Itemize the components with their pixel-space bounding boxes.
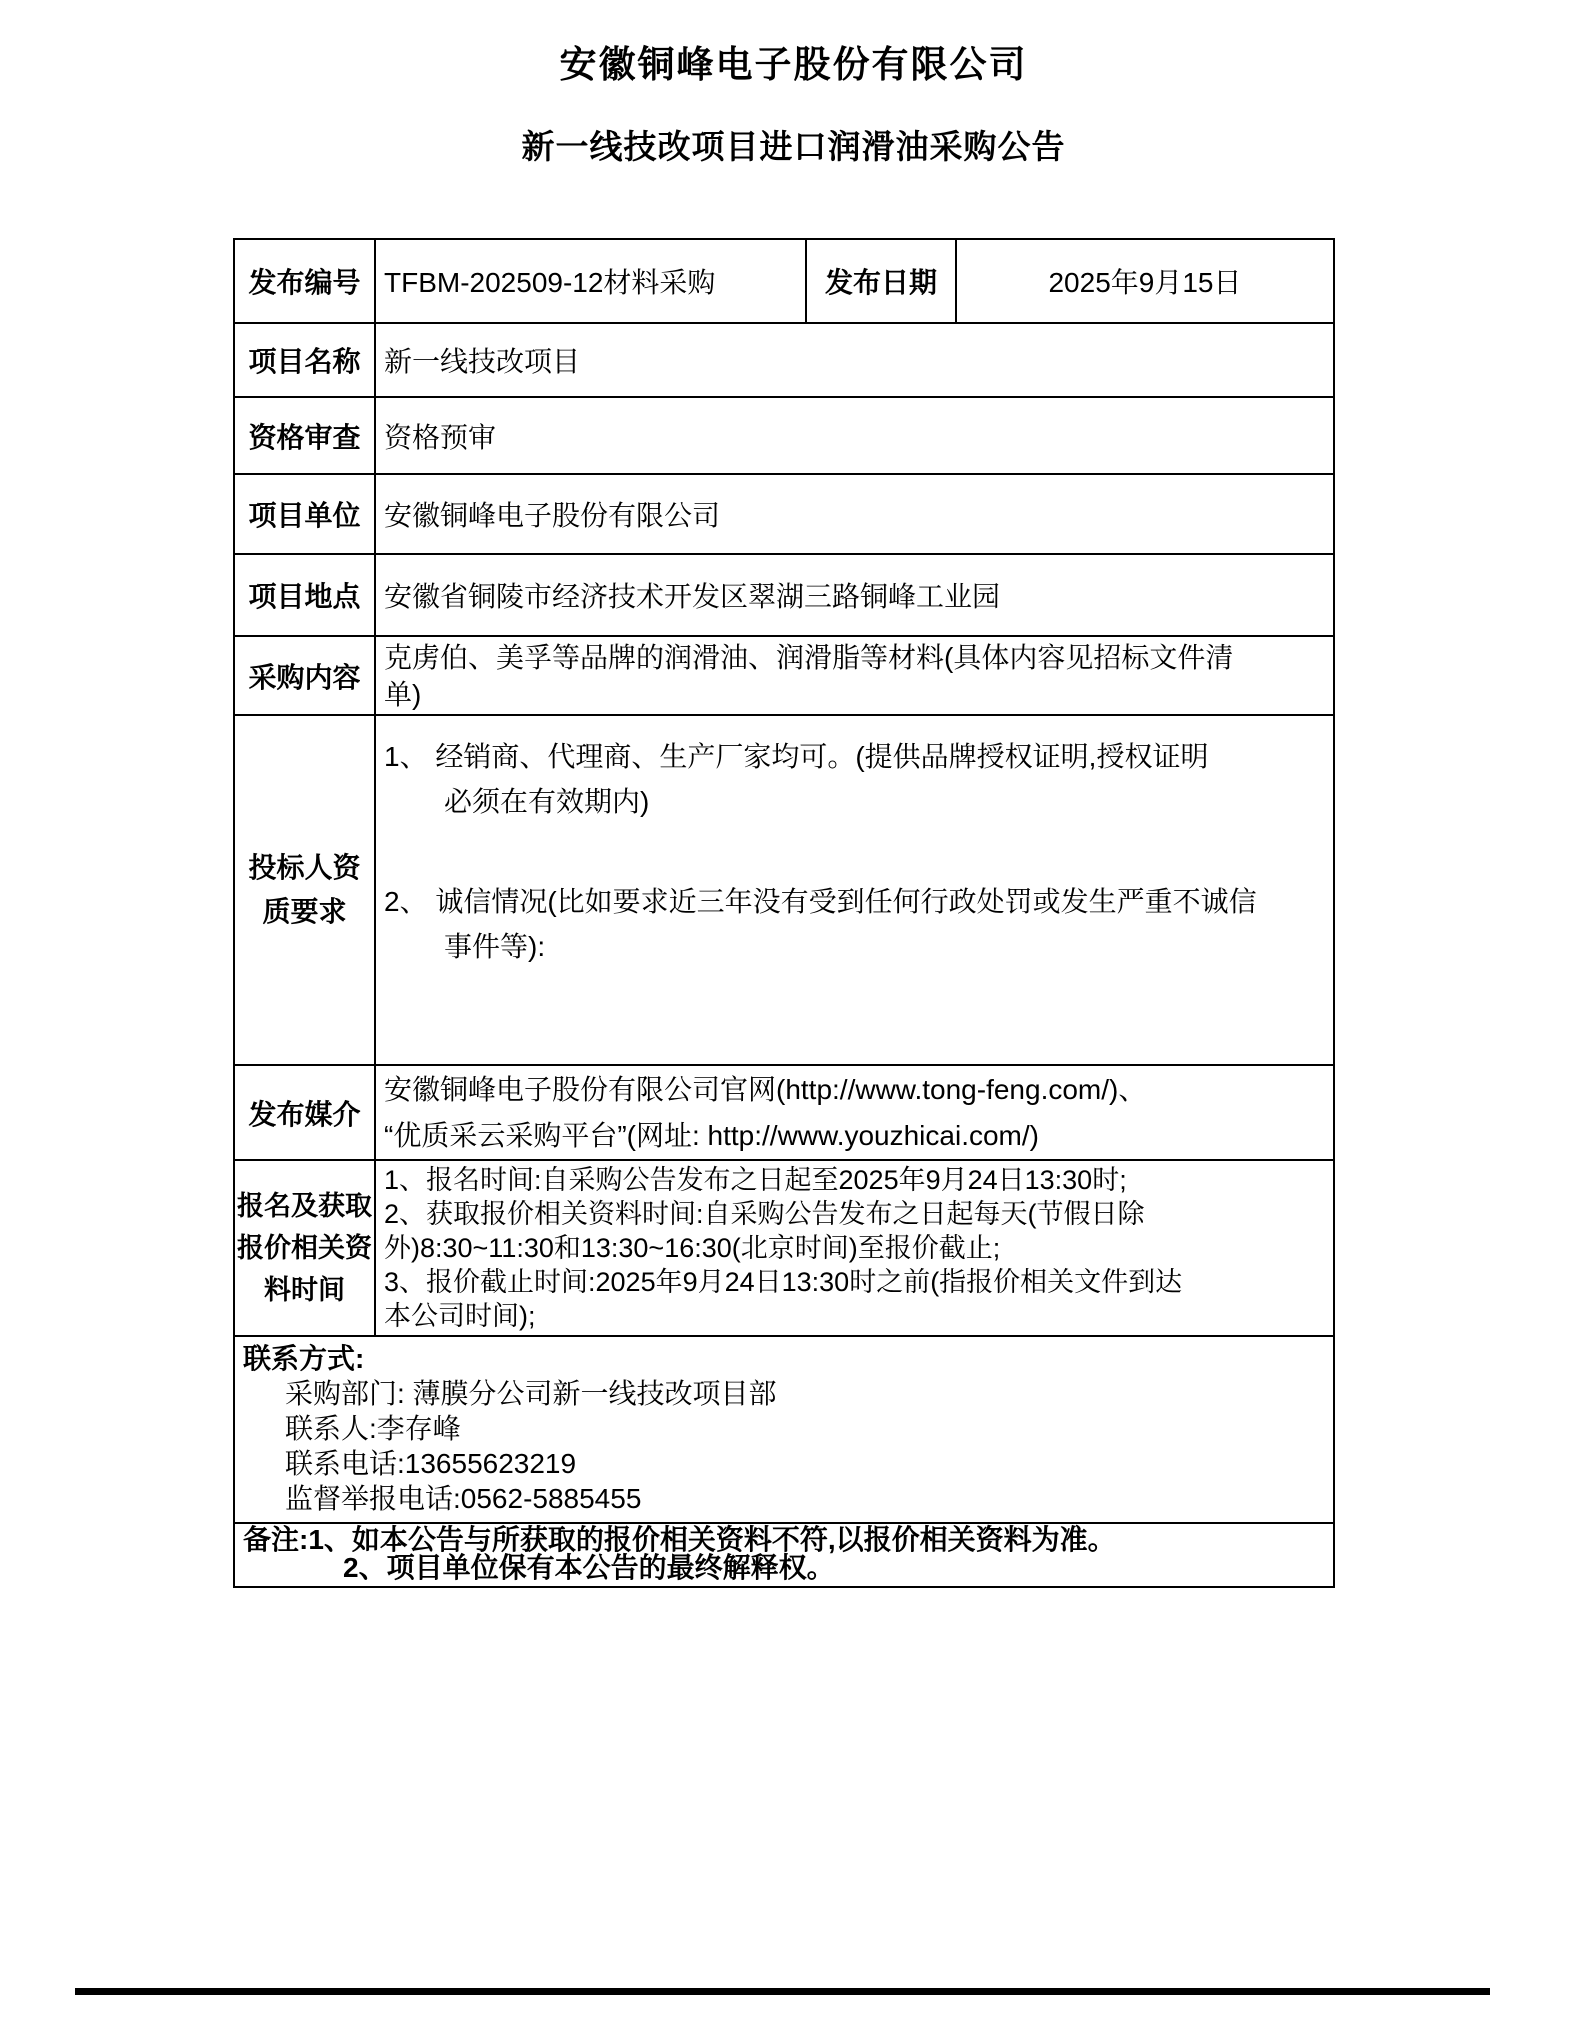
schedule-line-4: 3、报价截止时间:2025年9月24日13:30时之前(指报价相关文件到达 <box>384 1267 1183 1297</box>
table-row <box>234 323 1334 397</box>
bidder-qualification-value <box>375 715 1334 1065</box>
project-name-value: 新一线技改项目 <box>375 323 1334 397</box>
schedule-label <box>234 1160 375 1336</box>
media-line-2: “优质采云采购平台”(网址: http://www.youzhicai.com/) <box>384 1119 1039 1151</box>
release-date-label: 发布日期 <box>806 239 956 323</box>
release-no-value: TFBM-202509-12材料采购 <box>375 239 806 323</box>
bidder-label-line-1: 投标人资 <box>248 852 361 883</box>
release-no-label: 发布编号 <box>234 239 375 323</box>
project-name-label: 项目名称 <box>234 323 375 397</box>
contact-person: 联系人:李存峰 <box>285 1413 461 1444</box>
bidder-item-1 <box>384 734 1325 824</box>
remark-line-1: 备注:1、如本公告与所获取的报价相关资料不符,以报价相关资料为准。 <box>243 1524 1116 1555</box>
qualification-review-value: 资格预审 <box>375 397 1334 474</box>
schedule-line-1: 1、报名时间:自采购公告发布之日起至2025年9月24日13:30时; <box>384 1165 1127 1195</box>
remark-cell <box>234 1523 1334 1587</box>
table-row <box>234 1160 1334 1336</box>
contact-phone: 联系电话:13655623219 <box>285 1448 577 1479</box>
project-unit-value: 安徽铜峰电子股份有限公司 <box>375 474 1334 554</box>
table-row <box>234 1336 1334 1523</box>
announcement-title: 新一线技改项目进口润滑油采购公告 <box>521 128 1066 165</box>
company-title: 安徽铜峰电子股份有限公司 <box>559 44 1028 85</box>
bidder-item2-line-2: 事件等): <box>444 931 546 962</box>
table-row <box>234 554 1334 636</box>
footer-rule <box>75 1988 1490 1995</box>
schedule-line-5: 本公司时间); <box>384 1301 536 1331</box>
bidder-qualification-label <box>234 715 375 1065</box>
schedule-line-3: 外)8:30~11:30和13:30~16:30(北京时间)至报价截止; <box>384 1233 1001 1263</box>
procurement-value <box>375 636 1334 715</box>
contact-department: 采购部门: 薄膜分公司新一线技改项目部 <box>285 1378 777 1409</box>
schedule-label-line-1: 报名及获取 <box>237 1191 372 1221</box>
bidder-label-line-2: 质要求 <box>262 896 347 927</box>
table-row <box>234 1523 1334 1587</box>
bidder-item-2 <box>384 879 1325 969</box>
release-date-value: 2025年9月15日 <box>956 239 1334 323</box>
schedule-line-2: 2、获取报价相关资料时间:自采购公告发布之日起每天(节假日除 <box>384 1199 1145 1229</box>
table-row <box>234 474 1334 554</box>
table-row <box>234 239 1334 323</box>
media-value <box>375 1065 1334 1160</box>
procurement-line-2: 单) <box>384 678 422 710</box>
table-row <box>234 1065 1334 1160</box>
media-line-1: 安徽铜峰电子股份有限公司官网(http://www.tong-feng.com/)、 <box>384 1073 1147 1105</box>
bidder-item1-line-1: 1、 经销商、代理商、生产厂家均可。(提供品牌授权证明,授权证明 <box>384 741 1209 772</box>
contact-heading: 联系方式: <box>243 1343 365 1374</box>
bidder-item2-line-1: 2、 诚信情况(比如要求近三年没有受到任何行政处罚或发生严重不诚信 <box>384 886 1257 917</box>
remark-line-2: 2、项目单位保有本公告的最终解释权。 <box>343 1552 835 1583</box>
contact-supervision-phone: 监督举报电话:0562-5885455 <box>285 1483 642 1514</box>
table-row <box>234 397 1334 474</box>
contact-cell <box>234 1336 1334 1523</box>
qualification-review-label: 资格审查 <box>234 397 375 474</box>
procurement-label: 采购内容 <box>234 636 375 715</box>
project-location-value: 安徽省铜陵市经济技术开发区翠湖三路铜峰工业园 <box>375 554 1334 636</box>
bidder-item1-line-2: 必须在有效期内) <box>444 786 650 817</box>
schedule-label-line-2: 报价相关资 <box>237 1233 372 1263</box>
table-row <box>234 636 1334 715</box>
schedule-value <box>375 1160 1334 1336</box>
table-row <box>234 715 1334 1065</box>
schedule-label-line-3: 料时间 <box>264 1275 345 1305</box>
announcement-table <box>233 238 1335 1588</box>
project-location-label: 项目地点 <box>234 554 375 636</box>
project-unit-label: 项目单位 <box>234 474 375 554</box>
media-label: 发布媒介 <box>234 1065 375 1160</box>
procurement-line-1: 克虏伯、美孚等品牌的润滑油、润滑脂等材料(具体内容见招标文件清 <box>384 641 1234 673</box>
